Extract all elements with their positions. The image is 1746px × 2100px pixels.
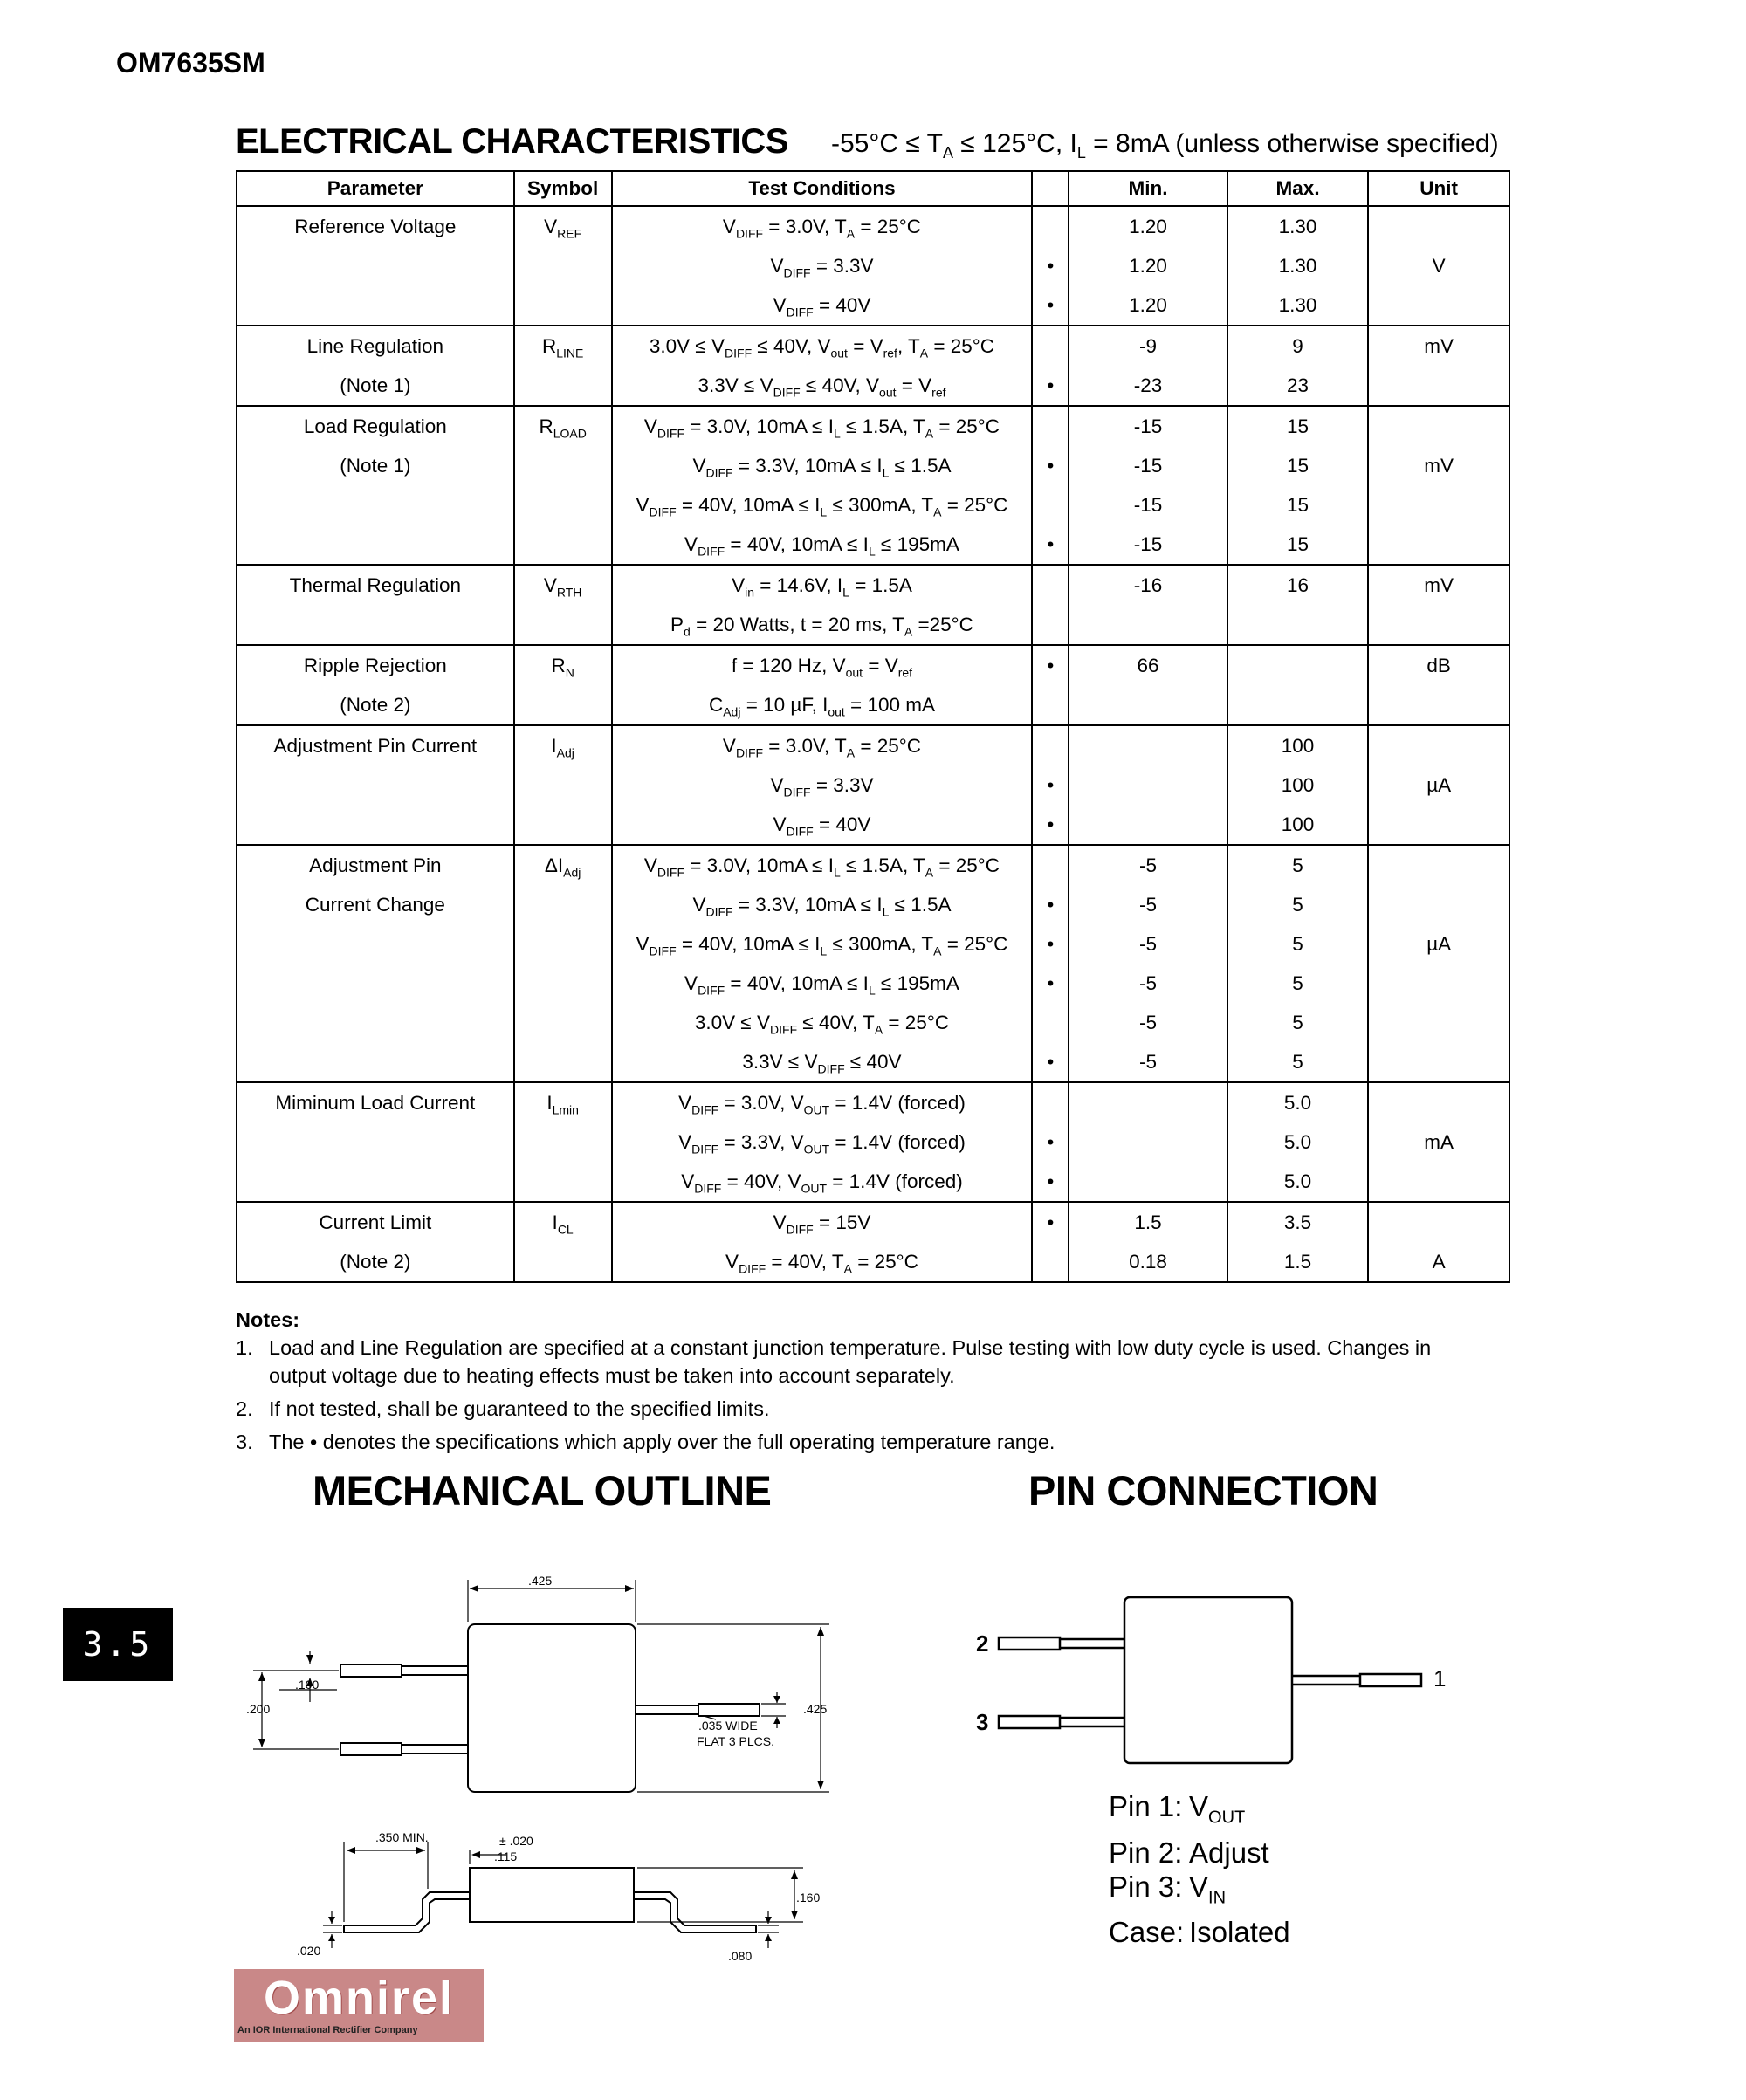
condition-text: $3.0V \le V_{DIFF} \le 40V$, $V_{out} = V_{ref}$, $T_A = 25^\circ C$ [649, 335, 995, 360]
omnirel-logo [234, 1969, 484, 2042]
min-value [1069, 605, 1227, 644]
cell-unit [1368, 406, 1509, 565]
full-temp-dot [1033, 485, 1068, 525]
svg-text:.100: .100 [295, 1678, 320, 1692]
full-temp-dot: • [1047, 655, 1055, 676]
cell-symbol [514, 1082, 612, 1202]
full-temp-dot [1033, 846, 1068, 885]
min-value: -5 [1139, 933, 1158, 955]
pin-connection-diagram [960, 1589, 1484, 1781]
max-value: 5 [1292, 1012, 1303, 1033]
min-value [1069, 805, 1227, 844]
parameter-text: Line Regulation [306, 335, 444, 357]
full-temp-dot [1033, 1083, 1068, 1122]
condition-text: $V_{in} = 14.6V$, $I_L = 1.5A$ [732, 574, 912, 600]
cell-unit [1368, 206, 1509, 326]
cell-temp-dot [1032, 845, 1069, 1082]
condition-text: $V_{DIFF} = 3.0V$, $10mA \le I_L \le 1.5A$, $T_A = 25^\circ C$ [643, 854, 1000, 880]
parameter-text: Reference Voltage [294, 216, 457, 237]
parameter-text: (Note 2) [340, 694, 411, 716]
max-value: 5.0 [1283, 1170, 1312, 1192]
cell-unit [1368, 725, 1509, 845]
table-row [237, 845, 1509, 1082]
unit-text: V [1432, 255, 1446, 277]
max-value: 9 [1292, 335, 1303, 357]
svg-text:.160: .160 [796, 1891, 821, 1904]
pin-3-label: 3 [976, 1709, 989, 1735]
table-row [237, 725, 1509, 845]
full-temp-dot: • [1047, 533, 1055, 555]
pin-assignment-row: Pin 2: Adjust [1109, 1836, 1269, 1869]
cell-max [1227, 725, 1369, 845]
cell-unit [1368, 565, 1509, 645]
full-temp-dot [1033, 207, 1068, 246]
svg-text:.425: .425 [803, 1702, 828, 1716]
cell-max [1227, 845, 1369, 1082]
condition-text: $3.0V \le V_{DIFF} \le 40V$, $T_A = 25^\circ C$ [694, 1012, 950, 1037]
unit-text: dB [1426, 655, 1451, 676]
cell-temp-dot [1032, 206, 1069, 326]
min-value: -5 [1139, 894, 1158, 916]
full-temp-dot: • [1047, 294, 1055, 316]
condition-text: $V_{DIFF} = 40V$ [773, 813, 871, 839]
min-value: -5 [1139, 972, 1158, 994]
max-value: 100 [1281, 813, 1315, 835]
max-value [1228, 605, 1368, 644]
condition-text: $C_{Adj} = 10$ µF, $I_{out} = 100$ mA [708, 694, 935, 719]
table-row [237, 326, 1509, 406]
max-value: 5 [1292, 1051, 1303, 1073]
symbol-text: $R_{LINE}$ [541, 335, 584, 360]
condition-text: f = 120 Hz, $V_{out} = V_{ref}$ [731, 655, 913, 680]
cell-parameter [237, 845, 514, 1082]
condition-text: $V_{DIFF} = 3.3V$ [770, 774, 874, 800]
full-temp-dot: • [1047, 255, 1055, 277]
condition-text: $V_{DIFF} = 15V$ [773, 1211, 871, 1237]
svg-text:.080: .080 [728, 1949, 753, 1963]
header-min: Min. [1069, 171, 1227, 206]
full-temp-dot: • [1047, 813, 1055, 835]
svg-text:± .020: ± .020 [499, 1834, 533, 1848]
table-row-group [237, 1202, 1509, 1282]
pin-assignment-row: Pin 3: $V_{IN}$ [1109, 1870, 1227, 1908]
condition-text: $V_{DIFF} = 40V$, $10mA \le I_L \le 300mA$, $T_A = 25^\circ C$ [636, 933, 1008, 958]
cell-temp-dot [1032, 1082, 1069, 1202]
cell-test-conditions [612, 1202, 1033, 1282]
svg-text:.020: .020 [297, 1944, 321, 1958]
max-value: 1.30 [1278, 255, 1317, 277]
parameter-text: Adjustment Pin [309, 854, 442, 876]
full-temp-dot: • [1047, 933, 1055, 955]
min-value: -15 [1133, 494, 1163, 516]
max-value [1228, 646, 1368, 685]
pin-assignment-row: Case: Isolated [1109, 1916, 1290, 1949]
cell-max [1227, 326, 1369, 406]
table-row [237, 406, 1509, 565]
condition-text: $V_{DIFF} = 40V$, $V_{OUT} = 1.4V$ (forced) [681, 1170, 963, 1196]
condition-text: $V_{DIFF} = 3.3V$, $10mA \le I_L \le 1.5A$ [692, 894, 952, 919]
pin-2-label: 2 [976, 1630, 989, 1657]
cell-max [1227, 1202, 1369, 1282]
header-symbol: Symbol [514, 171, 612, 206]
condition-text: $V_{DIFF} = 3.3V$, $10mA \le I_L \le 1.5A$ [692, 455, 952, 480]
full-temp-dot [1033, 685, 1068, 724]
table-row-group [237, 565, 1509, 645]
cell-parameter [237, 725, 514, 845]
max-value: 15 [1287, 494, 1310, 516]
min-value: 1.5 [1134, 1211, 1162, 1233]
full-temp-dot [1033, 1003, 1068, 1042]
cell-symbol [514, 326, 612, 406]
min-value: -5 [1139, 1051, 1158, 1073]
min-value: -15 [1133, 415, 1163, 437]
min-value: -16 [1133, 574, 1163, 596]
cell-min [1069, 725, 1227, 845]
full-temp-dot: • [1047, 1211, 1055, 1233]
pin-assignments [1109, 1789, 1290, 1949]
cell-test-conditions [612, 206, 1033, 326]
min-value: 1.20 [1129, 294, 1167, 316]
cell-parameter [237, 326, 514, 406]
parameter-text: Load Regulation [303, 415, 447, 437]
pin-1-label: 1 [1433, 1665, 1447, 1692]
symbol-text: $R_{LOAD}$ [539, 415, 587, 441]
cell-max [1227, 206, 1369, 326]
table-row [237, 645, 1509, 725]
cell-temp-dot [1032, 406, 1069, 565]
condition-text: $3.3V \le V_{DIFF} \le 40V$, $V_{out} = V_{ref}$ [698, 374, 946, 400]
condition-text: $V_{DIFF} = 40V$, $10mA \le I_L \le 195mA$ [684, 972, 959, 998]
header-max: Max. [1227, 171, 1369, 206]
cell-min [1069, 1202, 1227, 1282]
min-value [1069, 1162, 1227, 1201]
cell-max [1227, 565, 1369, 645]
min-value: 1.20 [1129, 255, 1167, 277]
min-value: 0.18 [1129, 1251, 1167, 1273]
symbol-text: $R_N$ [551, 655, 574, 680]
table-row [237, 1082, 1509, 1202]
full-temp-dot [1033, 407, 1068, 446]
cell-min [1069, 326, 1227, 406]
max-value: 1.30 [1278, 216, 1317, 237]
max-value: 5 [1292, 933, 1303, 955]
cell-parameter [237, 1202, 514, 1282]
max-value: 5 [1292, 854, 1303, 876]
max-value: 5 [1292, 972, 1303, 994]
svg-text:.350 MIN.: .350 MIN. [375, 1830, 429, 1844]
table-row-group [237, 206, 1509, 326]
cell-parameter [237, 565, 514, 645]
min-value [1069, 1122, 1227, 1162]
parameter-text: Miminum Load Current [275, 1092, 476, 1114]
svg-text:.115: .115 [494, 1850, 518, 1863]
max-value: 100 [1281, 735, 1315, 757]
min-value [1069, 1083, 1227, 1122]
table-row [237, 1202, 1509, 1282]
unit-text: µA [1426, 933, 1452, 955]
page-number-badge: 3.5 [63, 1608, 173, 1681]
cell-symbol [514, 565, 612, 645]
header-unit: Unit [1368, 171, 1509, 206]
cell-test-conditions [612, 845, 1033, 1082]
full-temp-dot: • [1047, 1131, 1055, 1153]
cell-unit [1368, 645, 1509, 725]
cell-test-conditions [612, 645, 1033, 725]
cell-temp-dot [1032, 1202, 1069, 1282]
min-value: 1.20 [1129, 216, 1167, 237]
test-conditions-note: $-55^\circ C \le T_A \le 125^\circ C$, $I_L = 8mA$ (unless otherwise specified) [831, 129, 1499, 161]
unit-text: µA [1426, 774, 1452, 796]
table-header [237, 171, 1509, 206]
note-item: 3. The • denotes the specifications which apply over the full operating temperature range. [236, 1431, 1055, 1453]
svg-text:.200: .200 [246, 1702, 271, 1716]
parameter-text: Current Limit [319, 1211, 432, 1233]
cell-max [1227, 406, 1369, 565]
table-row-group [237, 1082, 1509, 1202]
full-temp-dot: • [1047, 894, 1055, 916]
cell-parameter [237, 206, 514, 326]
notes-heading: Notes: [236, 1308, 300, 1331]
condition-text: $V_{DIFF} = 40V$, $10mA \le I_L \le 300mA$, $T_A = 25^\circ C$ [636, 494, 1008, 519]
cell-min [1069, 206, 1227, 326]
symbol-text: $I_{CL}$ [552, 1211, 574, 1237]
max-value: 1.5 [1283, 1251, 1312, 1273]
svg-text:FLAT 3 PLCS.: FLAT 3 PLCS. [697, 1734, 774, 1748]
min-value [1069, 726, 1227, 765]
cell-temp-dot [1032, 725, 1069, 845]
table-row-group [237, 406, 1509, 565]
full-temp-dot: • [1047, 374, 1055, 396]
logo-name: Omnirel [263, 1972, 455, 2024]
parameter-text: (Note 2) [340, 1251, 411, 1273]
cell-symbol [514, 645, 612, 725]
max-value [1228, 685, 1368, 724]
notes [236, 1306, 1491, 1456]
min-value: -5 [1139, 1012, 1158, 1033]
condition-text: $V_{DIFF} = 3.0V$, $V_{OUT} = 1.4V$ (forced) [678, 1092, 966, 1117]
cell-symbol [514, 725, 612, 845]
condition-text: $V_{DIFF} = 40V$ [773, 294, 871, 319]
condition-text: $V_{DIFF} = 3.0V$, $T_A = 25^\circ C$ [722, 735, 922, 760]
parameter-text: (Note 1) [340, 455, 411, 477]
table-row-group [237, 645, 1509, 725]
full-temp-dot: • [1047, 774, 1055, 796]
cell-unit [1368, 845, 1509, 1082]
condition-text: $V_{DIFF} = 40V$, $T_A = 25^\circ C$ [725, 1251, 918, 1276]
max-value: 3.5 [1283, 1211, 1312, 1233]
cell-parameter [237, 406, 514, 565]
cell-symbol [514, 206, 612, 326]
cell-test-conditions [612, 725, 1033, 845]
full-temp-dot [1033, 605, 1068, 644]
header-dot [1032, 171, 1069, 206]
cell-test-conditions [612, 565, 1033, 645]
max-value: 100 [1281, 774, 1315, 796]
full-temp-dot: • [1047, 455, 1055, 477]
max-value: 16 [1287, 574, 1310, 596]
max-value: 5.0 [1283, 1131, 1312, 1153]
min-value: -15 [1133, 455, 1163, 477]
unit-text: A [1432, 1251, 1446, 1273]
max-value: 15 [1287, 533, 1310, 555]
full-temp-dot: • [1047, 1170, 1055, 1192]
svg-text:.035 WIDE: .035 WIDE [698, 1719, 758, 1733]
cell-test-conditions [612, 406, 1033, 565]
cell-symbol [514, 406, 612, 565]
symbol-text: $I_{Lmin}$ [546, 1092, 579, 1117]
cell-max [1227, 1082, 1369, 1202]
min-value: -9 [1139, 335, 1158, 357]
table-row-group [237, 845, 1509, 1082]
symbol-text: $V_{RTH}$ [543, 574, 582, 600]
min-value: -5 [1139, 854, 1158, 876]
cell-test-conditions [612, 326, 1033, 406]
cell-min [1069, 845, 1227, 1082]
cell-max [1227, 645, 1369, 725]
max-value: 1.30 [1278, 294, 1317, 316]
max-value: 15 [1287, 455, 1310, 477]
cell-unit [1368, 1082, 1509, 1202]
logo-tagline: An IOR International Rectifier Company [237, 2025, 418, 2035]
note-item: 1. Load and Line Regulation are specified at a constant junction temperature. Pulse testing with low duty cycle is used. Changes in output voltage due to heating effects must be taken into account separately. [236, 1336, 1432, 1387]
cell-symbol [514, 1202, 612, 1282]
min-value: -15 [1133, 533, 1163, 555]
unit-text: mV [1424, 455, 1454, 477]
symbol-text: $I_{Adj}$ [551, 735, 574, 760]
condition-text: $3.3V \le V_{DIFF} \le 40V$ [742, 1051, 902, 1076]
full-temp-dot [1033, 1242, 1068, 1281]
cell-parameter [237, 1082, 514, 1202]
condition-text: $V_{DIFF} = 3.3V$ [770, 255, 874, 280]
condition-text: $V_{DIFF} = 40V$, $10mA \le I_L \le 195mA$ [684, 533, 959, 559]
cell-temp-dot [1032, 326, 1069, 406]
dimension-labels [246, 1574, 827, 1748]
full-temp-dot [1033, 726, 1068, 765]
parameter-text: Adjustment Pin Current [273, 735, 478, 757]
table-row-group [237, 725, 1509, 845]
parameter-text: Ripple Rejection [303, 655, 447, 676]
condition-text: $V_{DIFF} = 3.0V$, $T_A = 25^\circ C$ [722, 216, 922, 241]
mechanical-outline-title: MECHANICAL OUTLINE [313, 1467, 772, 1513]
parameter-text: Current Change [305, 894, 445, 916]
cell-temp-dot [1032, 565, 1069, 645]
electrical-characteristics-title: ELECTRICAL CHARACTERISTICS [236, 122, 788, 161]
min-value: -23 [1133, 374, 1163, 396]
max-value: 15 [1287, 415, 1310, 437]
pin-assignment-row: Pin 1: $V_{OUT}$ [1109, 1790, 1246, 1828]
unit-text: mV [1424, 574, 1454, 596]
note-item: 2. If not tested, shall be guaranteed to the specified limits. [236, 1397, 770, 1420]
condition-text: $V_{DIFF} = 3.0V$, $10mA \le I_L \le 1.5A$, $T_A = 25^\circ C$ [643, 415, 1000, 441]
pin-connection-title: PIN CONNECTION [1028, 1467, 1378, 1513]
cell-unit [1368, 326, 1509, 406]
cell-temp-dot [1032, 645, 1069, 725]
svg-text:.425: .425 [528, 1574, 553, 1588]
max-value: 5.0 [1283, 1092, 1312, 1114]
cell-min [1069, 1082, 1227, 1202]
table-row-group [237, 326, 1509, 406]
min-value: 66 [1137, 655, 1159, 676]
symbol-text: $V_{REF}$ [544, 216, 582, 241]
full-temp-dot [1033, 566, 1068, 605]
header-parameter: Parameter [237, 171, 514, 206]
electrical-characteristics-table [236, 170, 1510, 1283]
parameter-text: Thermal Regulation [289, 574, 462, 596]
min-value [1069, 685, 1227, 724]
symbol-text: $\Delta I_{Adj}$ [544, 854, 581, 880]
table-row [237, 565, 1509, 645]
condition-text: $V_{DIFF} = 3.3V$, $V_{OUT} = 1.4V$ (forced) [678, 1131, 966, 1156]
cell-min [1069, 565, 1227, 645]
header-test-conditions: Test Conditions [612, 171, 1033, 206]
max-value: 5 [1292, 894, 1303, 916]
max-value: 23 [1287, 374, 1310, 396]
min-value [1069, 765, 1227, 805]
part-number: OM7635SM [116, 47, 265, 79]
cell-min [1069, 645, 1227, 725]
full-temp-dot: • [1047, 1051, 1055, 1073]
table-row [237, 206, 1509, 326]
cell-unit [1368, 1202, 1509, 1282]
unit-text: mV [1424, 335, 1454, 357]
full-temp-dot [1033, 326, 1068, 366]
cell-min [1069, 406, 1227, 565]
parameter-text: (Note 1) [340, 374, 411, 396]
full-temp-dot: • [1047, 972, 1055, 994]
condition-text: $P_d = 20$ Watts, t = 20 ms, $T_A =25^\circ C$ [670, 614, 973, 639]
cell-parameter [237, 645, 514, 725]
cell-symbol [514, 845, 612, 1082]
cell-test-conditions [612, 1082, 1033, 1202]
unit-text: mA [1424, 1131, 1454, 1153]
